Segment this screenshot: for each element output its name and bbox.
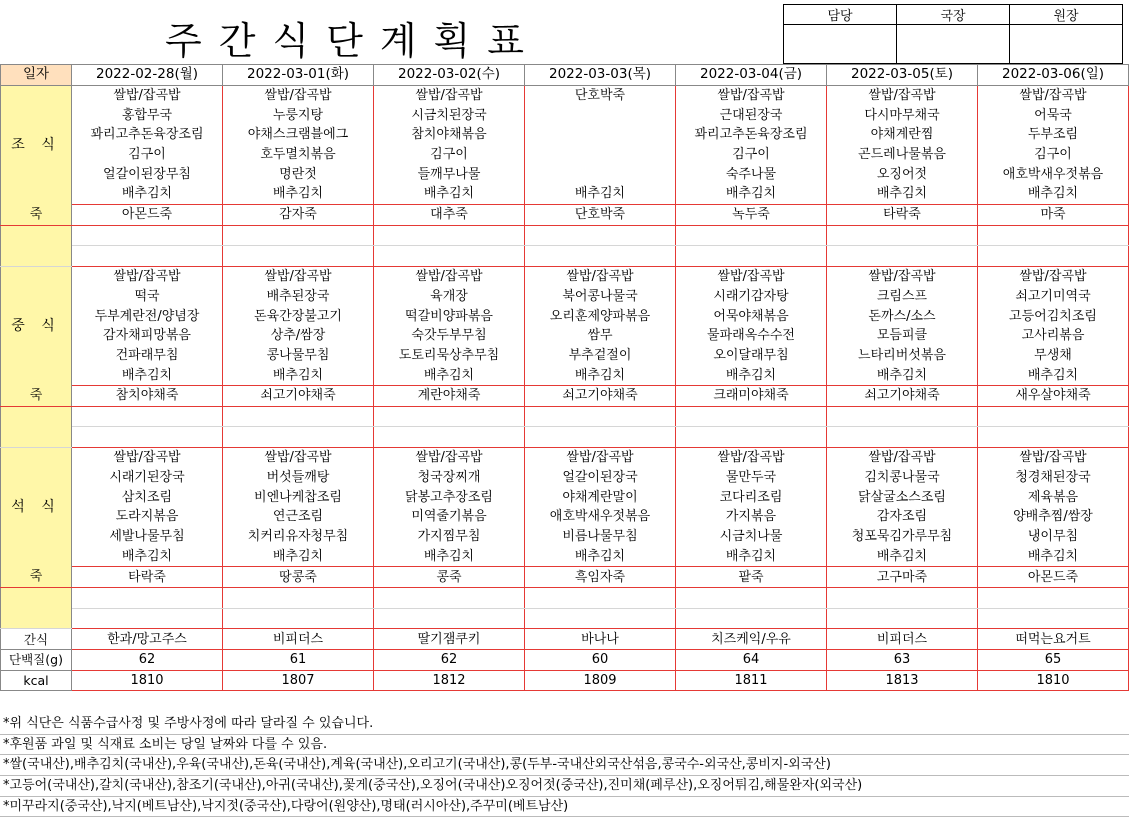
dinner-row	[1, 468, 1129, 488]
dish-cell: 쌀밥/잡곡밥	[676, 448, 827, 468]
dish-cell: 시래기된장국	[72, 468, 223, 488]
dish-cell: 배추김치	[676, 365, 827, 385]
approval-box	[783, 4, 1123, 64]
breakfast-row	[1, 105, 1129, 125]
dish-cell: 다시마무채국	[827, 105, 978, 125]
dish-cell: 도라지볶음	[72, 507, 223, 527]
protein-value: 62	[72, 649, 223, 670]
dish-cell: 애호박새우젓볶음	[978, 164, 1129, 184]
date-header: 2022-03-03(목)	[525, 65, 676, 86]
dish-cell: 배추김치	[374, 365, 525, 385]
dish-cell: 치커리유자청무침	[223, 527, 374, 547]
porridge-cell: 고구마죽	[827, 567, 978, 588]
snack-value: 떠먹는요거트	[978, 629, 1129, 650]
protein-value: 60	[525, 649, 676, 670]
note-line: *위 식단은 식품수급사정 및 주방사정에 따라 달라질 수 있습니다.	[0, 714, 1129, 735]
note-line: *미꾸라지(중국산),낙지(베트남산),낙지젓(중국산),다랑어(원양산),명태(러시아산),주꾸미(베트남산)	[0, 797, 1129, 817]
snack-value: 딸기잼쿠키	[374, 629, 525, 650]
snack-value: 치즈케익/우유	[676, 629, 827, 650]
dish-cell: 콩나물무침	[223, 346, 374, 366]
dish-cell: 들깨무나물	[374, 164, 525, 184]
dish-cell: 쌀밥/잡곡밥	[978, 85, 1129, 105]
dish-cell: 배추김치	[72, 184, 223, 204]
dish-cell: 배추김치	[223, 365, 374, 385]
blank-cell	[72, 406, 223, 427]
porridge-cell: 단호박죽	[525, 204, 676, 225]
porridge-cell: 쇠고기야채죽	[827, 386, 978, 407]
porridge-cell: 타락죽	[72, 567, 223, 588]
dish-cell: 근대된장국	[676, 105, 827, 125]
note-line: *고등어(국내산),갈치(국내산),참조기(국내산),아귀(국내산),꽃게(중국산),오징어(국내산)오징어젓(중국산),진미채(페루산),오징어튀김,해물완자(외국산)	[0, 776, 1129, 797]
approval-sign-director[interactable]	[897, 25, 1010, 64]
dish-cell	[525, 164, 676, 184]
blank-row	[1, 246, 1129, 267]
date-header: 2022-03-01(화)	[223, 65, 374, 86]
notes-section	[0, 714, 1129, 817]
blank-cell	[525, 406, 676, 427]
porridge-cell: 땅콩죽	[223, 567, 374, 588]
dish-cell: 어묵야채볶음	[676, 306, 827, 326]
lunch-row	[1, 346, 1129, 366]
kcal-value: 1807	[223, 670, 374, 691]
dish-cell: 쌀밥/잡곡밥	[374, 448, 525, 468]
dish-cell: 제육볶음	[978, 487, 1129, 507]
dish-cell: 물파래옥수수전	[676, 326, 827, 346]
dish-cell: 청포묵김가루무침	[827, 527, 978, 547]
blank-cell	[827, 427, 978, 448]
dinner-row	[1, 527, 1129, 547]
porridge-cell: 녹두죽	[676, 204, 827, 225]
dish-cell: 배추김치	[525, 365, 676, 385]
dish-cell: 쌀밥/잡곡밥	[676, 85, 827, 105]
dish-cell: 꽈리고추돈육장조림	[676, 125, 827, 145]
breakfast-row	[1, 184, 1129, 204]
dish-cell: 배추김치	[525, 547, 676, 567]
dish-cell: 김구이	[72, 145, 223, 165]
dish-cell: 닭봉고추장조림	[374, 487, 525, 507]
dish-cell: 배추김치	[223, 184, 374, 204]
dish-cell: 쌀밥/잡곡밥	[827, 85, 978, 105]
dish-cell: 느타리버섯볶음	[827, 346, 978, 366]
blank-row	[1, 406, 1129, 427]
blank-cell	[223, 608, 374, 629]
lunch-porridge-row	[1, 386, 1129, 407]
lunch-row	[1, 306, 1129, 326]
dish-cell	[525, 145, 676, 165]
snack-value: 비피더스	[827, 629, 978, 650]
date-header: 2022-03-06(일)	[978, 65, 1129, 86]
porridge-cell: 콩죽	[374, 567, 525, 588]
dinner-row	[1, 507, 1129, 527]
porridge-cell: 크래미야채죽	[676, 386, 827, 407]
dish-cell: 배추된장국	[223, 287, 374, 307]
dish-cell: 쌀밥/잡곡밥	[72, 448, 223, 468]
dish-cell: 오리훈제양파볶음	[525, 306, 676, 326]
date-label: 일자	[1, 65, 72, 86]
lunch-label: 중 식	[1, 266, 72, 385]
dish-cell: 배추김치	[676, 547, 827, 567]
dish-cell: 떡국	[72, 287, 223, 307]
kcal-value: 1811	[676, 670, 827, 691]
dish-cell: 배추김치	[827, 365, 978, 385]
dish-cell: 누룽지탕	[223, 105, 374, 125]
dish-cell: 도토리묵상추무침	[374, 346, 525, 366]
dish-cell	[525, 125, 676, 145]
dish-cell: 쌀밥/잡곡밥	[223, 266, 374, 286]
protein-row	[1, 649, 1129, 670]
blank-cell	[676, 406, 827, 427]
kcal-label: kcal	[1, 670, 72, 691]
dish-cell: 무생채	[978, 346, 1129, 366]
blank-cell	[978, 406, 1129, 427]
dish-cell: 쌀밥/잡곡밥	[374, 85, 525, 105]
dish-cell: 배추김치	[827, 547, 978, 567]
dish-cell: 꽈리고추돈육장조림	[72, 125, 223, 145]
blank-cell	[676, 427, 827, 448]
porridge-label: 죽	[1, 386, 72, 407]
approval-sign-head[interactable]	[1010, 25, 1123, 64]
protein-value: 64	[676, 649, 827, 670]
dish-cell: 김구이	[676, 145, 827, 165]
snack-label: 간식	[1, 629, 72, 650]
dish-cell: 청경채된장국	[978, 468, 1129, 488]
dish-cell: 배추김치	[827, 184, 978, 204]
dish-cell	[525, 105, 676, 125]
dinner-porridge-row	[1, 567, 1129, 588]
blank-cell	[827, 246, 978, 267]
porridge-cell: 아몬드죽	[72, 204, 223, 225]
snack-value: 비피더스	[223, 629, 374, 650]
dish-cell: 부추겉절이	[525, 346, 676, 366]
dish-cell: 쌈무	[525, 326, 676, 346]
dish-cell: 비엔나케찹조림	[223, 487, 374, 507]
blank-cell	[827, 587, 978, 608]
protein-label: 단백질(g)	[1, 649, 72, 670]
blank-cell	[72, 587, 223, 608]
dish-cell: 물만두국	[676, 468, 827, 488]
porridge-cell: 대추죽	[374, 204, 525, 225]
dish-cell: 고등어김치조림	[978, 306, 1129, 326]
page-title: 주간식단계획표	[165, 19, 541, 63]
dish-cell: 얼갈이된장무침	[72, 164, 223, 184]
dinner-row	[1, 487, 1129, 507]
menu-table	[0, 64, 1129, 691]
snack-row	[1, 629, 1129, 650]
kcal-value: 1812	[374, 670, 525, 691]
protein-value: 65	[978, 649, 1129, 670]
dish-cell: 쌀밥/잡곡밥	[72, 85, 223, 105]
dish-cell: 감자채피망볶음	[72, 326, 223, 346]
blank-cell	[525, 427, 676, 448]
dinner-row	[1, 547, 1129, 567]
dish-cell: 삼치조림	[72, 487, 223, 507]
blank-cell	[827, 406, 978, 427]
blank-cell	[525, 608, 676, 629]
dish-cell: 냉이무침	[978, 527, 1129, 547]
dish-cell: 명란젓	[223, 164, 374, 184]
blank-cell	[223, 246, 374, 267]
approval-label-staff: 담당	[784, 5, 897, 25]
blank-cell	[978, 427, 1129, 448]
dish-cell: 청국장찌개	[374, 468, 525, 488]
dish-cell: 떡갈비양파볶음	[374, 306, 525, 326]
blank-cell	[72, 246, 223, 267]
blank-label	[1, 225, 72, 266]
porridge-cell: 참치야채죽	[72, 386, 223, 407]
dish-cell: 숙주나물	[676, 164, 827, 184]
kcal-value: 1813	[827, 670, 978, 691]
kcal-value: 1810	[978, 670, 1129, 691]
dish-cell: 어묵국	[978, 105, 1129, 125]
blank-label	[1, 587, 72, 628]
blank-cell	[676, 608, 827, 629]
lunch-row	[1, 326, 1129, 346]
breakfast-row	[1, 164, 1129, 184]
dish-cell: 육개장	[374, 287, 525, 307]
dish-cell: 배추김치	[72, 547, 223, 567]
kcal-value: 1810	[72, 670, 223, 691]
dish-cell: 배추김치	[72, 365, 223, 385]
blank-cell	[676, 587, 827, 608]
dish-cell: 쌀밥/잡곡밥	[525, 448, 676, 468]
blank-cell	[374, 427, 525, 448]
dish-cell: 양배추찜/쌈장	[978, 507, 1129, 527]
dish-cell: 야채계란말이	[525, 487, 676, 507]
dish-cell: 상추/쌈장	[223, 326, 374, 346]
dish-cell: 모듬피클	[827, 326, 978, 346]
breakfast-row	[1, 145, 1129, 165]
porridge-cell: 쇠고기야채죽	[525, 386, 676, 407]
dinner-row	[1, 448, 1129, 468]
blank-cell	[374, 225, 525, 246]
dish-cell: 북어콩나물국	[525, 287, 676, 307]
dish-cell: 쌀밥/잡곡밥	[223, 85, 374, 105]
blank-cell	[827, 608, 978, 629]
date-header: 2022-03-04(금)	[676, 65, 827, 86]
lunch-row	[1, 365, 1129, 385]
breakfast-row	[1, 85, 1129, 105]
blank-row	[1, 587, 1129, 608]
blank-cell	[978, 587, 1129, 608]
dish-cell: 쌀밥/잡곡밥	[525, 266, 676, 286]
approval-label-head: 원장	[1010, 5, 1123, 25]
protein-value: 62	[374, 649, 525, 670]
blank-cell	[525, 587, 676, 608]
porridge-cell: 마죽	[978, 204, 1129, 225]
dish-cell: 코다리조림	[676, 487, 827, 507]
dish-cell: 쌀밥/잡곡밥	[827, 266, 978, 286]
dish-cell: 오이달래무침	[676, 346, 827, 366]
dinner-label: 석 식	[1, 448, 72, 567]
protein-value: 61	[223, 649, 374, 670]
blank-cell	[374, 608, 525, 629]
snack-value: 한과/망고주스	[72, 629, 223, 650]
porridge-cell: 쇠고기야채죽	[223, 386, 374, 407]
porridge-cell: 팥죽	[676, 567, 827, 588]
kcal-row	[1, 670, 1129, 691]
dish-cell: 크림스프	[827, 287, 978, 307]
breakfast-label: 조 식	[1, 85, 72, 204]
dish-cell: 김구이	[978, 145, 1129, 165]
dish-cell: 김치콩나물국	[827, 468, 978, 488]
porridge-cell: 아몬드죽	[978, 567, 1129, 588]
blank-cell	[525, 246, 676, 267]
dish-cell: 고사리볶음	[978, 326, 1129, 346]
dish-cell: 곤드레나물볶음	[827, 145, 978, 165]
blank-cell	[72, 225, 223, 246]
blank-cell	[676, 225, 827, 246]
dish-cell: 애호박새우젓볶음	[525, 507, 676, 527]
dish-cell: 야채계란찜	[827, 125, 978, 145]
dish-cell: 오징어젓	[827, 164, 978, 184]
blank-row	[1, 427, 1129, 448]
blank-cell	[72, 427, 223, 448]
blank-cell	[223, 427, 374, 448]
dish-cell: 연근조림	[223, 507, 374, 527]
dish-cell: 시금치나물	[676, 527, 827, 547]
dish-cell: 쌀밥/잡곡밥	[827, 448, 978, 468]
dish-cell: 가지찜무침	[374, 527, 525, 547]
breakfast-porridge-row	[1, 204, 1129, 225]
lunch-row	[1, 266, 1129, 286]
dish-cell: 시래기감자탕	[676, 287, 827, 307]
porridge-cell: 감자죽	[223, 204, 374, 225]
dish-cell: 참치야채볶음	[374, 125, 525, 145]
dish-cell: 김구이	[374, 145, 525, 165]
note-line: *후원품 과일 및 식재료 소비는 당일 날짜와 다를 수 있음.	[0, 735, 1129, 756]
dish-cell: 쌀밥/잡곡밥	[978, 448, 1129, 468]
dish-cell: 배추김치	[676, 184, 827, 204]
blank-label	[1, 406, 72, 447]
protein-value: 63	[827, 649, 978, 670]
dish-cell: 배추김치	[978, 184, 1129, 204]
dish-cell: 쌀밥/잡곡밥	[676, 266, 827, 286]
date-header: 2022-03-02(수)	[374, 65, 525, 86]
dish-cell: 얼갈이된장국	[525, 468, 676, 488]
date-header: 2022-02-28(월)	[72, 65, 223, 86]
dish-cell: 시금치된장국	[374, 105, 525, 125]
breakfast-row	[1, 125, 1129, 145]
dish-cell: 야채스크램블에그	[223, 125, 374, 145]
blank-cell	[525, 225, 676, 246]
porridge-label: 죽	[1, 567, 72, 588]
porridge-cell: 타락죽	[827, 204, 978, 225]
blank-cell	[374, 587, 525, 608]
dish-cell: 배추김치	[978, 365, 1129, 385]
porridge-label: 죽	[1, 204, 72, 225]
dish-cell: 쌀밥/잡곡밥	[374, 266, 525, 286]
porridge-cell: 흑임자죽	[525, 567, 676, 588]
dish-cell: 세발나물무침	[72, 527, 223, 547]
dish-cell: 단호박죽	[525, 85, 676, 105]
blank-cell	[978, 608, 1129, 629]
dish-cell: 배추김치	[525, 184, 676, 204]
lunch-row	[1, 287, 1129, 307]
snack-value: 바나나	[525, 629, 676, 650]
dish-cell: 배추김치	[374, 547, 525, 567]
blank-cell	[978, 225, 1129, 246]
blank-cell	[223, 587, 374, 608]
approval-sign-staff[interactable]	[784, 25, 897, 64]
date-header: 2022-03-05(토)	[827, 65, 978, 86]
dish-cell: 돈까스/소스	[827, 306, 978, 326]
dish-cell: 두부계란전/양념장	[72, 306, 223, 326]
dish-cell: 돈육간장불고기	[223, 306, 374, 326]
blank-cell	[374, 406, 525, 427]
dish-cell: 가지볶음	[676, 507, 827, 527]
note-line: *쌀(국내산),배추김치(국내산),우육(국내산),돈육(국내산),계육(국내산),오리고기(국내산),콩(두부-국내산외국산섞음,콩국수-외국산,콩비지-외국산)	[0, 755, 1129, 776]
blank-cell	[223, 225, 374, 246]
dish-cell: 배추김치	[374, 184, 525, 204]
blank-cell	[72, 608, 223, 629]
blank-cell	[978, 246, 1129, 267]
dish-cell: 배추김치	[978, 547, 1129, 567]
dish-cell: 쌀밥/잡곡밥	[978, 266, 1129, 286]
blank-row	[1, 608, 1129, 629]
dish-cell: 쌀밥/잡곡밥	[72, 266, 223, 286]
porridge-cell: 계란야채죽	[374, 386, 525, 407]
dish-cell: 호두멸치볶음	[223, 145, 374, 165]
blank-cell	[676, 246, 827, 267]
dish-cell: 배추김치	[223, 547, 374, 567]
blank-row	[1, 225, 1129, 246]
dish-cell: 쇠고기미역국	[978, 287, 1129, 307]
dish-cell: 건파래무침	[72, 346, 223, 366]
dish-cell: 버섯들깨탕	[223, 468, 374, 488]
dish-cell: 홍합무국	[72, 105, 223, 125]
dish-cell: 감자조림	[827, 507, 978, 527]
dish-cell: 두부조림	[978, 125, 1129, 145]
kcal-value: 1809	[525, 670, 676, 691]
blank-cell	[223, 406, 374, 427]
blank-cell	[827, 225, 978, 246]
porridge-cell: 새우살야채죽	[978, 386, 1129, 407]
dish-cell: 닭살굴소스조림	[827, 487, 978, 507]
dish-cell: 비름나물무침	[525, 527, 676, 547]
header-row	[1, 65, 1129, 86]
dish-cell: 쌀밥/잡곡밥	[223, 448, 374, 468]
blank-cell	[374, 246, 525, 267]
approval-label-director: 국장	[897, 5, 1010, 25]
dish-cell: 숙갓두부무침	[374, 326, 525, 346]
dish-cell: 미역줄기볶음	[374, 507, 525, 527]
